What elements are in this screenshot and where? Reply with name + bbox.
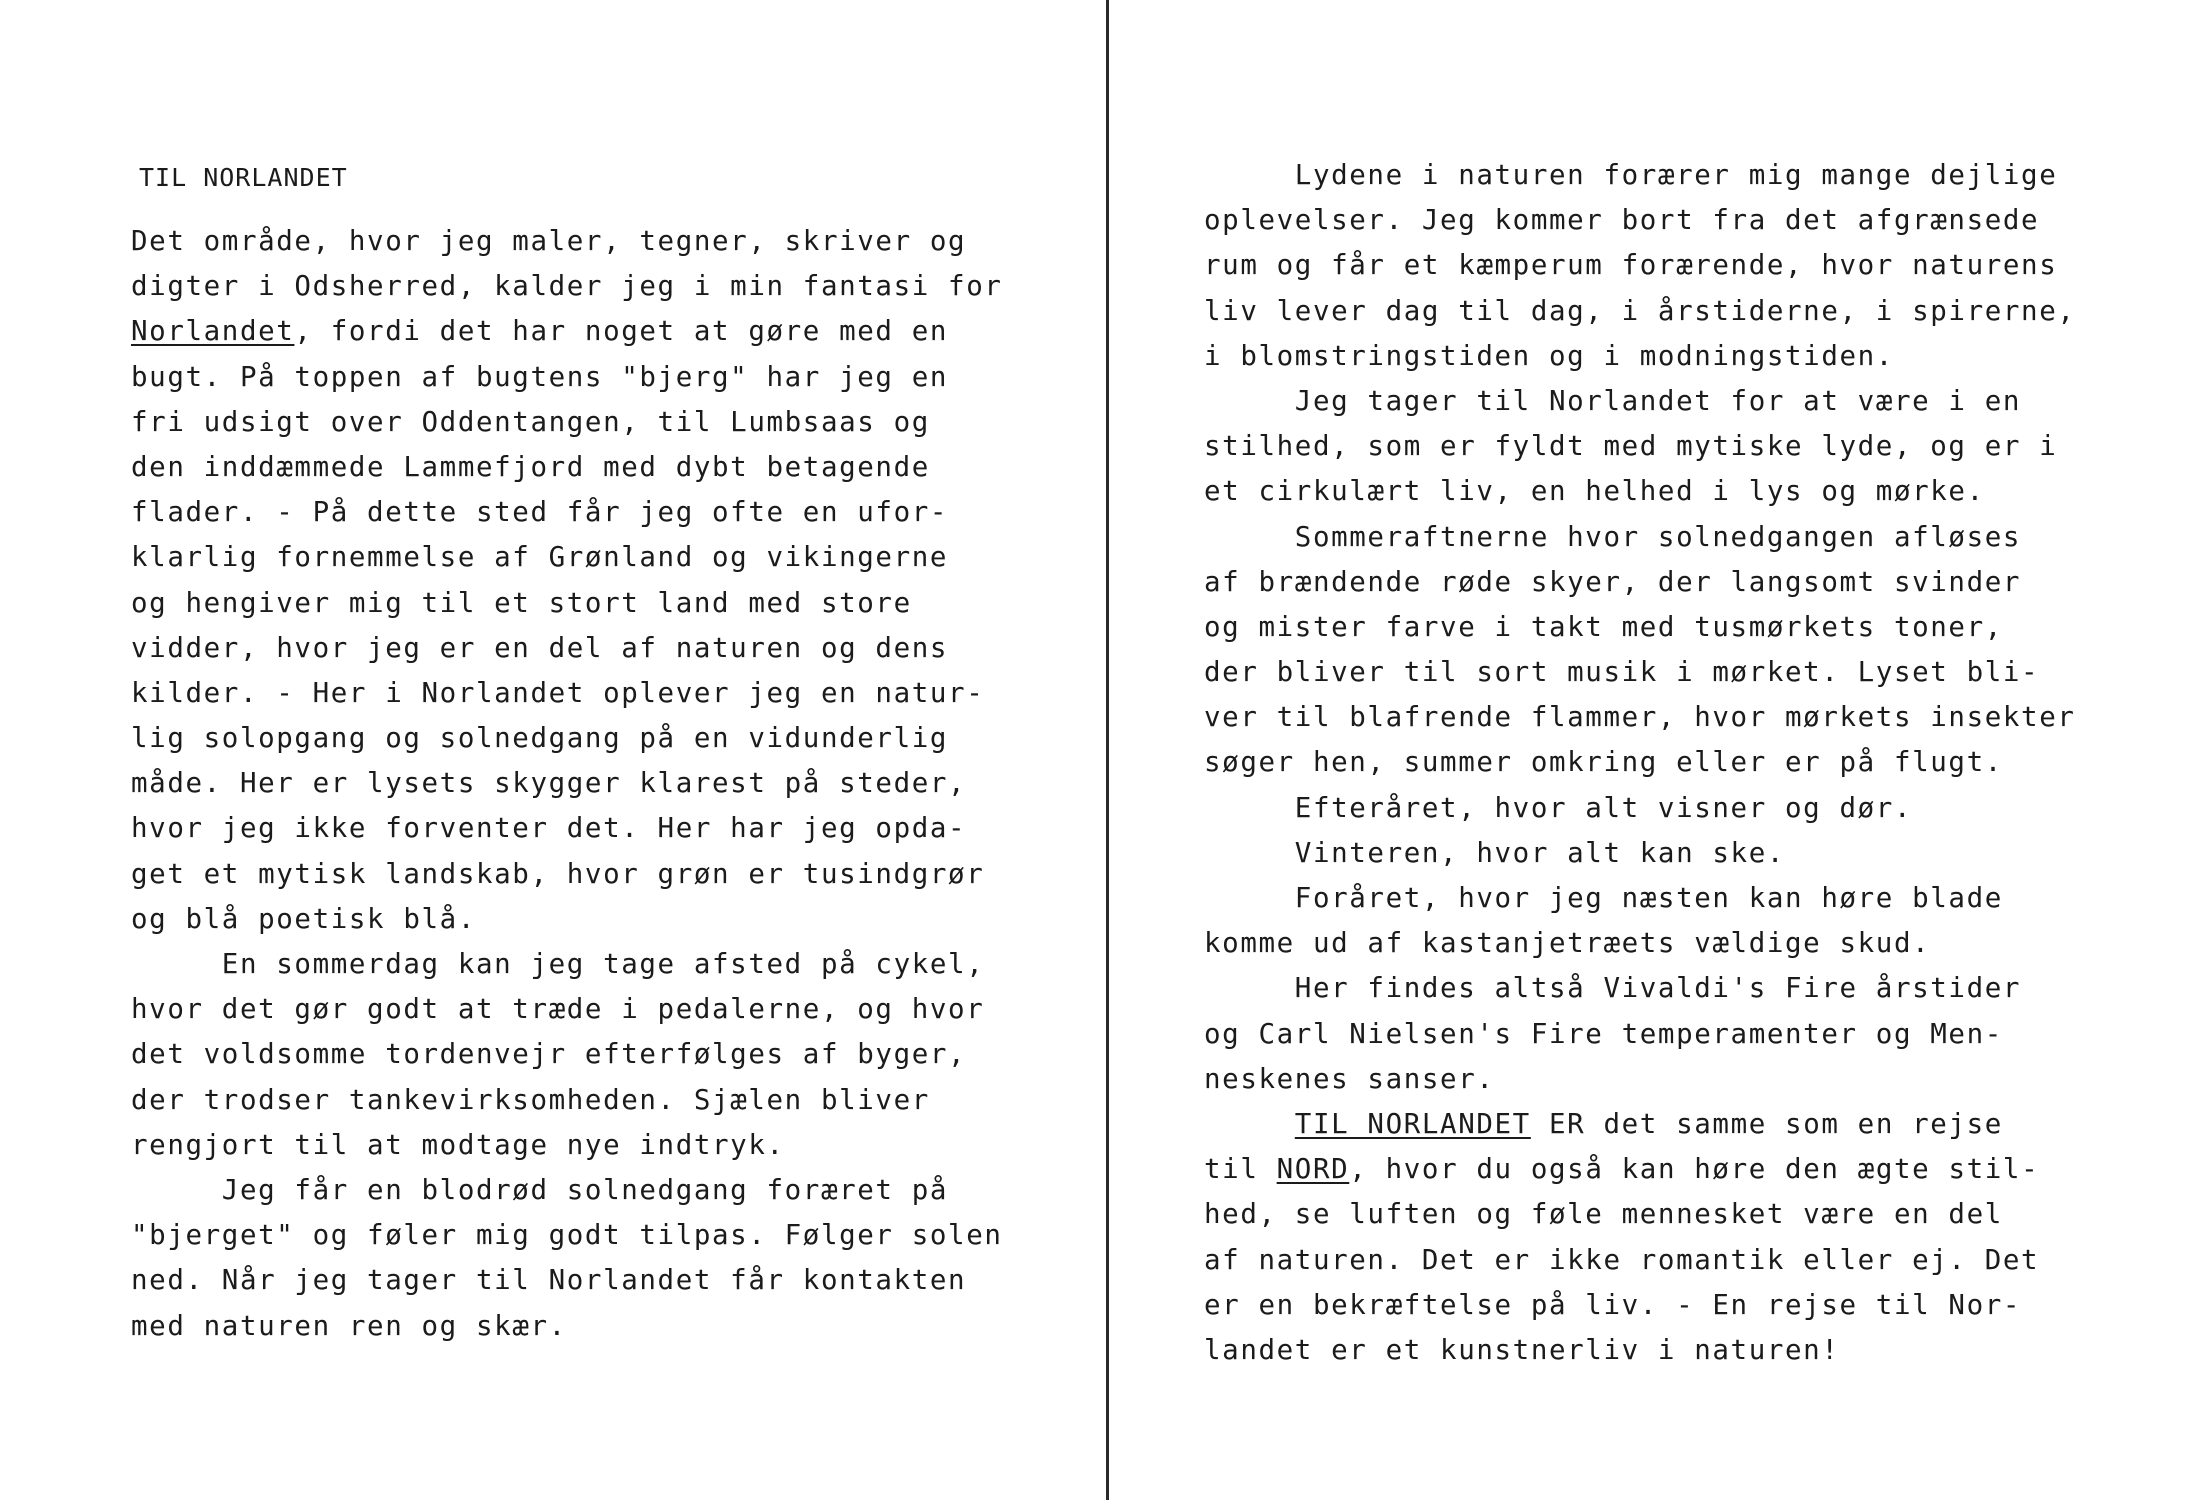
text-line: lig solopgang og solnedgang på en vidunderlig — [131, 722, 949, 755]
text-line: der bliver til sort musik i mørket. Lyset bli- — [1204, 656, 2040, 689]
text-line: af brændende røde skyer, der langsomt svinder — [1204, 565, 2022, 598]
text-line: Efteråret, hvor alt visner og dør. — [1204, 791, 1913, 824]
text-line: liv lever dag til dag, i årstiderne, i spirerne, — [1204, 294, 2076, 327]
text-line: og Carl Nielsen's Fire temperamenter og Men- — [1204, 1017, 2003, 1050]
text-segment — [1204, 1108, 1295, 1140]
underlined-text: TIL NORLANDET — [1294, 1107, 1531, 1140]
text-line: vidder, hvor jeg er en del af naturen og dens — [131, 631, 949, 664]
text-line: i blomstringstiden og i modningstiden. — [1204, 339, 1894, 372]
text-segment: ER det samme som en rejse — [1530, 1107, 2003, 1140]
text-line: med naturen ren og skær. — [131, 1309, 567, 1342]
text-line: og mister farve i takt med tusmørkets toner, — [1204, 610, 2003, 643]
text-line: digter i Odsherred, kalder jeg i min fantasi for — [131, 270, 1003, 303]
text-line: komme ud af kastanjetræets vældige skud. — [1204, 927, 1931, 960]
text-line: måde. Her er lysets skygger klarest på steder, — [131, 767, 967, 800]
text-line: klarlig fornemmelse af Grønland og vikingerne — [131, 541, 949, 574]
text-line: Lydene i naturen forærer mig mange dejlige — [1204, 159, 2058, 191]
underlined-text: NORD — [1276, 1153, 1350, 1186]
text-line: af naturen. Det er ikke romantik eller ej. Det — [1204, 1243, 2040, 1276]
text-line — [131, 309, 1003, 354]
underlined-text: Norlandet — [131, 315, 295, 348]
text-line: det voldsomme tordenvejr efterfølges af byger, — [131, 1038, 967, 1071]
text-line: rum og får et kæmperum forærende, hvor naturens — [1204, 249, 2058, 282]
text-line: et cirkulært liv, en helhed i lys og mørke. — [1204, 475, 1985, 508]
right-page-text — [1204, 153, 2076, 1373]
text-line: "bjerget" og føler mig godt tilpas. Følger solen — [131, 1219, 1003, 1252]
text-line: neskenes sanser. — [1204, 1062, 1495, 1095]
text-line: Sommeraftnerne hvor solnedgangen afløses — [1204, 520, 2022, 553]
text-line: hed, se luften og føle mennesket være en del — [1204, 1198, 2003, 1231]
text-line: hvor det gør godt at træde i pedalerne, og hvor — [131, 993, 985, 1026]
text-line — [1204, 1147, 2076, 1192]
left-page-text — [131, 219, 1003, 1349]
text-line: flader. - På dette sted får jeg ofte en ufor- — [131, 496, 949, 529]
text-line: bugt. På toppen af bugtens "bjerg" har jeg en — [131, 360, 949, 393]
text-line: ned. Når jeg tager til Norlandet får kontakten — [131, 1264, 967, 1297]
text-line: ver til blafrende flammer, hvor mørkets insekter — [1204, 701, 2076, 734]
text-line: landet er et kunstnerliv i naturen! — [1204, 1333, 1840, 1366]
text-segment: , hvor du også kan høre den ægte stil- — [1349, 1153, 2040, 1186]
right-page — [1112, 0, 2200, 1500]
text-line — [1204, 1102, 2076, 1147]
text-line: get et mytisk landskab, hvor grøn er tusindgrør — [131, 857, 985, 890]
page-divider — [1106, 0, 1109, 1500]
text-line: oplevelser. Jeg kommer bort fra det afgrænsede — [1204, 204, 2040, 237]
text-line: er en bekræftelse på liv. - En rejse til Nor- — [1204, 1288, 2022, 1321]
text-segment: , fordi det har noget at gøre med en — [294, 315, 949, 348]
text-line: fri udsigt over Oddentangen, til Lumbsaas og — [131, 405, 930, 438]
text-line: den inddæmmede Lammefjord med dybt betagende — [131, 450, 930, 483]
text-line: Det område, hvor jeg maler, tegner, skriver og — [131, 225, 967, 257]
text-line: Jeg tager til Norlandet for at være i en — [1204, 384, 2022, 417]
text-line: Jeg får en blodrød solnedgang foræret på — [131, 1173, 949, 1206]
text-line: kilder. - Her i Norlandet oplever jeg en natur- — [131, 676, 985, 709]
text-line: rengjort til at modtage nye indtryk. — [131, 1128, 785, 1161]
text-line: Vinteren, hvor alt kan ske. — [1204, 836, 1786, 869]
text-line: og blå poetisk blå. — [131, 902, 476, 935]
text-segment: til — [1204, 1153, 1277, 1186]
text-line: stilhed, som er fyldt med mytiske lyde, og er i — [1204, 430, 2058, 463]
text-line: Foråret, hvor jeg næsten kan høre blade — [1204, 882, 2003, 914]
text-line: Her findes altså Vivaldi's Fire årstider — [1204, 972, 2022, 1005]
page-title: TIL NORLANDET — [139, 163, 348, 192]
text-line: der trodser tankevirksomheden. Sjælen bliver — [131, 1083, 930, 1116]
text-line: hvor jeg ikke forventer det. Her har jeg opda- — [131, 812, 967, 845]
text-line: og hengiver mig til et stort land med store — [131, 586, 912, 619]
text-line: En sommerdag kan jeg tage afsted på cykel, — [131, 948, 985, 980]
text-line: søger hen, summer omkring eller er på flugt. — [1204, 746, 2003, 779]
